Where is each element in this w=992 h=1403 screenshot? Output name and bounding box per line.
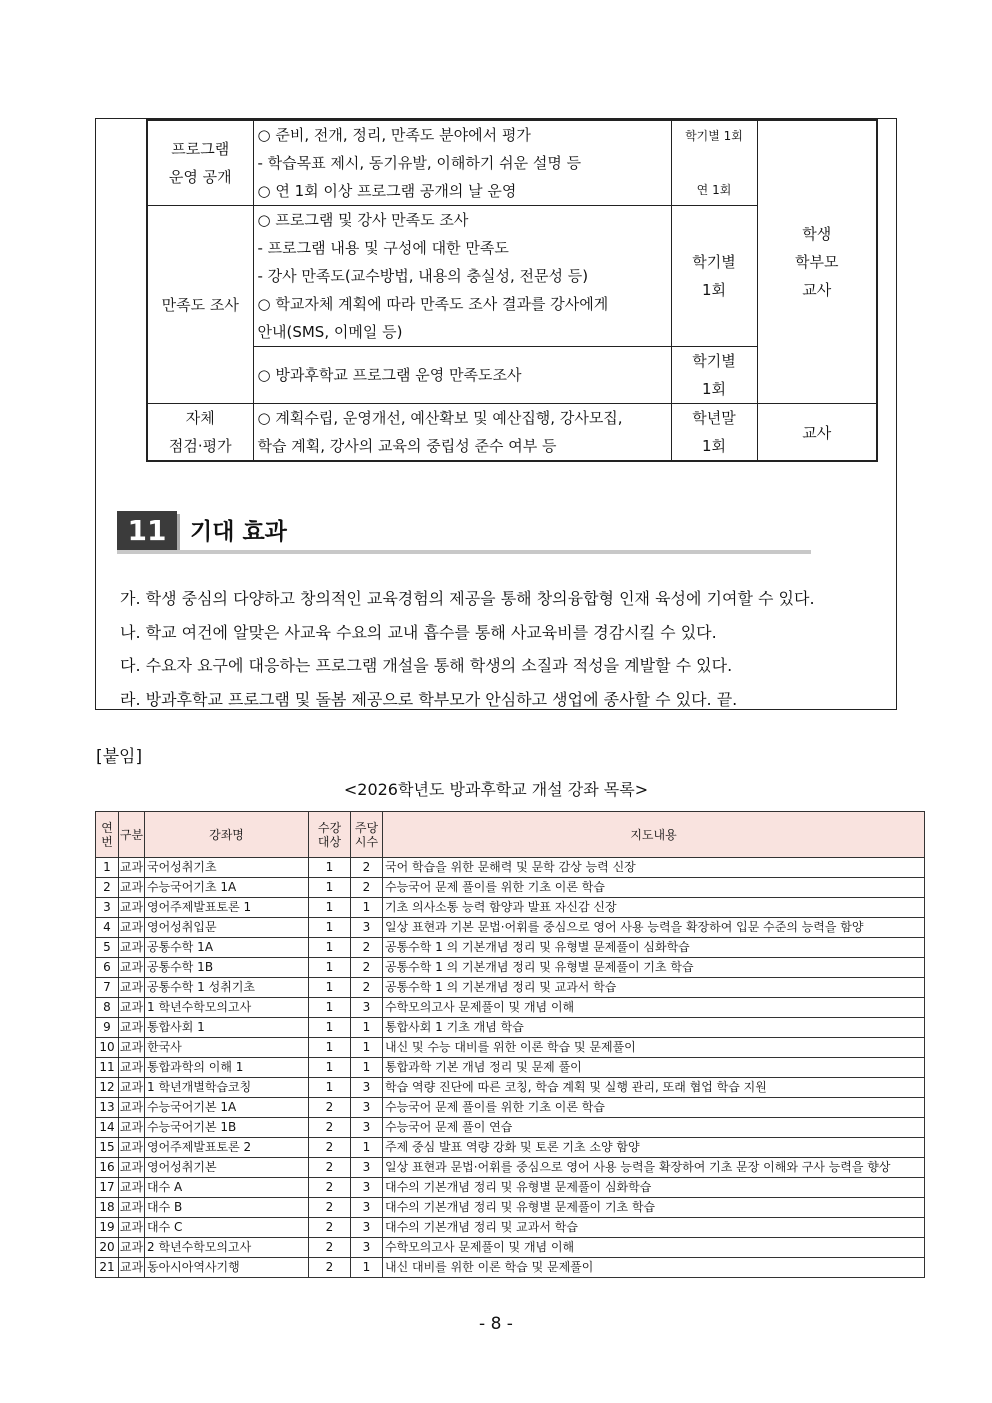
cell-content: 공통수학 1 의 기본개념 정리 및 유형별 문제풀이 심화학습 <box>383 938 925 958</box>
course-list-title: <2026학년도 방과후학교 개설 강좌 목록> <box>343 780 649 799</box>
cell-type: 교과 <box>119 978 145 998</box>
cell-course: 2 학년수학모의고사 <box>145 1238 309 1258</box>
eval-item: 안내(SMS, 이메일 등) <box>257 323 403 341</box>
eval-content-cell <box>253 347 671 404</box>
cell-no: 5 <box>96 938 119 958</box>
cell-hours: 1 <box>351 1058 383 1078</box>
cell-no: 8 <box>96 998 119 1018</box>
cell-no: 20 <box>96 1238 119 1258</box>
table-row <box>96 998 925 1018</box>
eval-category-cell <box>147 120 253 206</box>
eval-timing: 학기별 <box>692 253 736 271</box>
cell-content: 수능국어 문제 풀이를 위한 기초 이론 학습 <box>383 878 925 898</box>
cell-no: 13 <box>96 1098 119 1118</box>
effect-item: 나. 학교 여건에 알맞은 사교육 수요의 교내 흡수를 통해 사교육비를 경감시킬 수 있다. <box>120 623 717 642</box>
cell-no: 12 <box>96 1078 119 1098</box>
cell-course: 통합과학의 이해 1 <box>145 1058 309 1078</box>
cell-no: 1 <box>96 858 119 878</box>
table-row <box>96 1238 925 1258</box>
eval-category-line: 운영 공개 <box>168 168 232 186</box>
cell-no: 2 <box>96 878 119 898</box>
table-row <box>96 1158 925 1178</box>
cell-type: 교과 <box>119 1198 145 1218</box>
cell-target: 2 <box>309 1238 351 1258</box>
header-hours: 주당 시수 <box>351 812 383 858</box>
table-row <box>96 978 925 998</box>
cell-no: 19 <box>96 1218 119 1238</box>
cell-type: 교과 <box>119 938 145 958</box>
eval-timing: 학년말 <box>692 409 736 427</box>
cell-target: 2 <box>309 1178 351 1198</box>
cell-course: 영어성취기본 <box>145 1158 309 1178</box>
table-row <box>96 898 925 918</box>
cell-no: 7 <box>96 978 119 998</box>
eval-timing-cell <box>671 404 757 462</box>
eval-timing-cell <box>671 347 757 404</box>
eval-item: ○ 연 1회 이상 프로그램 공개의 날 운영 <box>257 182 517 200</box>
cell-hours: 2 <box>351 938 383 958</box>
table-row <box>96 1038 925 1058</box>
cell-no: 10 <box>96 1038 119 1058</box>
cell-course: 수능국어기본 1A <box>145 1098 309 1118</box>
cell-course: 영어성취입문 <box>145 918 309 938</box>
cell-type: 교과 <box>119 1038 145 1058</box>
cell-hours: 2 <box>351 978 383 998</box>
table-row <box>96 1178 925 1198</box>
cell-type: 교과 <box>119 1098 145 1118</box>
cell-content: 기초 의사소통 능력 함양과 발표 자신감 신장 <box>383 898 925 918</box>
cell-content: 수능국어 문제 풀이 연습 <box>383 1118 925 1138</box>
cell-type: 교과 <box>119 1018 145 1038</box>
cell-no: 17 <box>96 1178 119 1198</box>
cell-course: 한국사 <box>145 1038 309 1058</box>
table-row <box>96 918 925 938</box>
effect-item: 다. 수요자 요구에 대응하는 프로그램 개설을 통해 학생의 소질과 적성을 계발할 수 있다. <box>120 656 733 675</box>
eval-timing: 연 1회 <box>696 183 732 197</box>
cell-hours: 2 <box>351 958 383 978</box>
eval-item: ○ 준비, 전개, 정리, 만족도 분야에서 평가 <box>257 126 531 144</box>
eval-content-cell <box>253 120 671 206</box>
eval-category-line: 자체 <box>185 409 215 427</box>
course-table <box>95 811 925 1278</box>
cell-type: 교과 <box>119 1158 145 1178</box>
cell-content: 내신 및 수능 대비를 위한 이론 학습 및 문제풀이 <box>383 1038 925 1058</box>
cell-type: 교과 <box>119 1118 145 1138</box>
table-row <box>96 1018 925 1038</box>
cell-target: 2 <box>309 1118 351 1138</box>
cell-hours: 3 <box>351 1198 383 1218</box>
table-row <box>96 1058 925 1078</box>
eval-item: ○ 방과후학교 프로그램 운영 만족도조사 <box>257 366 522 384</box>
cell-content: 공통수학 1 의 기본개념 정리 및 유형별 문제풀이 기초 학습 <box>383 958 925 978</box>
cell-hours: 3 <box>351 1218 383 1238</box>
cell-no: 18 <box>96 1198 119 1218</box>
eval-item: 학습 계획, 강사의 교육의 중립성 준수 여부 등 <box>257 437 557 455</box>
header-no: 연번 <box>96 812 119 858</box>
cell-target: 1 <box>309 898 351 918</box>
cell-hours: 3 <box>351 1158 383 1178</box>
eval-category-cell <box>147 404 253 462</box>
table-row <box>96 958 925 978</box>
cell-type: 교과 <box>119 958 145 978</box>
cell-target: 2 <box>309 1198 351 1218</box>
cell-content: 학습 역량 진단에 따른 코칭, 학습 계획 및 실행 관리, 또래 협업 학습 지원 <box>383 1078 925 1098</box>
page-number: - 8 - <box>479 1314 513 1334</box>
cell-no: 16 <box>96 1158 119 1178</box>
section-title: 기대 효과 <box>190 519 287 545</box>
cell-hours: 1 <box>351 898 383 918</box>
cell-course: 통합사회 1 <box>145 1018 309 1038</box>
cell-content: 일상 표현과 문법·어휘를 중심으로 영어 사용 능력을 확장하여 기초 문장 이해와 구사 능력을 향상 <box>383 1158 925 1178</box>
cell-no: 4 <box>96 918 119 938</box>
cell-no: 15 <box>96 1138 119 1158</box>
cell-course: 대수 B <box>145 1198 309 1218</box>
cell-target: 2 <box>309 1138 351 1158</box>
table-row <box>96 1258 925 1278</box>
eval-timing: 학기별 <box>692 352 736 370</box>
cell-content: 통합과학 기본 개념 정리 및 문제 풀이 <box>383 1058 925 1078</box>
eval-row-self-check <box>147 404 877 462</box>
cell-content: 대수의 기본개념 정리 및 유형별 문제풀이 심화학습 <box>383 1178 925 1198</box>
eval-item: - 강사 만족도(교수방법, 내용의 충실성, 전문성 등) <box>257 267 589 285</box>
cell-hours: 1 <box>351 1138 383 1158</box>
cell-content: 일상 표현과 기본 문법·어휘를 중심으로 영어 사용 능력을 확장하여 입문 수준의 능력을 함양 <box>383 918 925 938</box>
cell-hours: 1 <box>351 1038 383 1058</box>
eval-timing-cell <box>671 206 757 347</box>
cell-content: 주제 중심 발표 역량 강화 및 토론 기초 소양 함양 <box>383 1138 925 1158</box>
cell-course: 동아시아역사기행 <box>145 1258 309 1278</box>
eval-target-line: 교사 <box>802 281 832 299</box>
cell-target: 1 <box>309 958 351 978</box>
cell-target: 1 <box>309 1018 351 1038</box>
table-row <box>96 878 925 898</box>
cell-target: 1 <box>309 878 351 898</box>
cell-type: 교과 <box>119 1218 145 1238</box>
cell-content: 공통수학 1 의 기본개념 정리 및 교과서 학습 <box>383 978 925 998</box>
cell-content: 수학모의고사 문제풀이 및 개념 이해 <box>383 1238 925 1258</box>
eval-category-line: 만족도 조사 <box>161 296 239 314</box>
cell-target: 1 <box>309 978 351 998</box>
cell-hours: 3 <box>351 1238 383 1258</box>
eval-timing: 1회 <box>701 281 727 299</box>
cell-content: 수학모의고사 문제풀이 및 개념 이해 <box>383 998 925 1018</box>
eval-item: - 학습목표 제시, 동기유발, 이해하기 쉬운 설명 등 <box>257 154 582 172</box>
table-row <box>96 1098 925 1118</box>
cell-no: 11 <box>96 1058 119 1078</box>
section-number-badge: 11 <box>117 511 177 551</box>
eval-item: ○ 계획수립, 운영개선, 예산확보 및 예산집행, 강사모집, <box>257 409 623 427</box>
effect-item: 가. 학생 중심의 다양하고 창의적인 교육경험의 제공을 통해 창의융합형 인재 육성에 기여할 수 있다. <box>120 589 815 608</box>
eval-item: ○ 프로그램 및 강사 만족도 조사 <box>257 211 469 229</box>
eval-content-cell <box>253 206 671 347</box>
cell-target: 2 <box>309 1098 351 1118</box>
cell-hours: 1 <box>351 1018 383 1038</box>
table-row <box>96 1218 925 1238</box>
eval-category-line: 점검·평가 <box>168 437 232 455</box>
eval-target-line: 학생 <box>802 225 832 243</box>
cell-hours: 3 <box>351 918 383 938</box>
cell-course: 대수 C <box>145 1218 309 1238</box>
cell-course: 수능국어기본 1B <box>145 1118 309 1138</box>
eval-timing-cell <box>671 120 757 206</box>
cell-hours: 3 <box>351 998 383 1018</box>
cell-type: 교과 <box>119 878 145 898</box>
eval-category-line: 프로그램 <box>171 140 230 158</box>
cell-content: 통합사회 1 기초 개념 학습 <box>383 1018 925 1038</box>
eval-target-line: 학부모 <box>795 253 839 271</box>
eval-timing: 1회 <box>701 380 727 398</box>
cell-hours: 3 <box>351 1118 383 1138</box>
cell-course: 공통수학 1A <box>145 938 309 958</box>
section-underline <box>117 550 811 554</box>
cell-hours: 3 <box>351 1178 383 1198</box>
cell-course: 1 학년수학모의고사 <box>145 998 309 1018</box>
cell-type: 교과 <box>119 1258 145 1278</box>
cell-target: 1 <box>309 998 351 1018</box>
cell-course: 공통수학 1B <box>145 958 309 978</box>
cell-hours: 1 <box>351 1258 383 1278</box>
cell-course: 국어성취기초 <box>145 858 309 878</box>
table-row <box>96 1198 925 1218</box>
cell-course: 영어주제발표토론 2 <box>145 1138 309 1158</box>
eval-item: ○ 학교자체 계획에 따라 만족도 조사 결과를 강사에게 <box>257 295 609 313</box>
cell-hours: 2 <box>351 858 383 878</box>
cell-type: 교과 <box>119 1238 145 1258</box>
cell-no: 14 <box>96 1118 119 1138</box>
cell-course: 수능국어기초 1A <box>145 878 309 898</box>
cell-type: 교과 <box>119 918 145 938</box>
table-row <box>96 1078 925 1098</box>
header-type: 구분 <box>119 812 145 858</box>
cell-hours: 3 <box>351 1078 383 1098</box>
cell-target: 1 <box>309 1058 351 1078</box>
cell-type: 교과 <box>119 858 145 878</box>
cell-target: 1 <box>309 858 351 878</box>
cell-no: 9 <box>96 1018 119 1038</box>
cell-course: 1 학년개별학습코칭 <box>145 1078 309 1098</box>
table-row <box>96 938 925 958</box>
course-table-header <box>96 812 925 858</box>
cell-type: 교과 <box>119 1078 145 1098</box>
eval-timing: 1회 <box>701 437 727 455</box>
header-target: 수강 대상 <box>309 812 351 858</box>
cell-type: 교과 <box>119 898 145 918</box>
eval-timing: 학기별 1회 <box>685 129 743 143</box>
appendix-label: [붙임] <box>96 747 143 767</box>
cell-no: 21 <box>96 1258 119 1278</box>
cell-content: 내신 대비를 위한 이론 학습 및 문제풀이 <box>383 1258 925 1278</box>
cell-type: 교과 <box>119 998 145 1018</box>
course-table-body <box>96 858 925 1278</box>
cell-type: 교과 <box>119 1138 145 1158</box>
cell-target: 1 <box>309 1038 351 1058</box>
cell-type: 교과 <box>119 1058 145 1078</box>
cell-course: 대수 A <box>145 1178 309 1198</box>
cell-content: 대수의 기본개념 정리 및 교과서 학습 <box>383 1218 925 1238</box>
cell-course: 영어주제발표토론 1 <box>145 898 309 918</box>
cell-target: 1 <box>309 938 351 958</box>
cell-target: 2 <box>309 1158 351 1178</box>
cell-no: 6 <box>96 958 119 978</box>
header-course: 강좌명 <box>145 812 309 858</box>
eval-category-cell <box>147 206 253 404</box>
eval-target-cell: 교사 <box>757 404 877 462</box>
effect-item: 라. 방과후학교 프로그램 및 돌봄 제공으로 학부모가 안심하고 생업에 종사할 수 있다. 끝. <box>120 690 738 709</box>
evaluation-table <box>146 119 878 462</box>
table-row <box>96 858 925 878</box>
cell-target: 2 <box>309 1218 351 1238</box>
cell-content: 국어 학습을 위한 문해력 및 문학 감상 능력 신장 <box>383 858 925 878</box>
eval-row-program-open <box>147 120 877 206</box>
cell-target: 2 <box>309 1258 351 1278</box>
cell-hours: 3 <box>351 1098 383 1118</box>
cell-content: 수능국어 문제 풀이를 위한 기초 이론 학습 <box>383 1098 925 1118</box>
eval-item: - 프로그램 내용 및 구성에 대한 만족도 <box>257 239 509 257</box>
cell-target: 1 <box>309 1078 351 1098</box>
cell-hours: 2 <box>351 878 383 898</box>
cell-content: 대수의 기본개념 정리 및 유형별 문제풀이 기초 학습 <box>383 1198 925 1218</box>
cell-target: 1 <box>309 918 351 938</box>
eval-content-cell <box>253 404 671 462</box>
cell-course: 공통수학 1 성취기초 <box>145 978 309 998</box>
eval-target-cell <box>757 120 877 404</box>
table-row <box>96 1118 925 1138</box>
cell-no: 3 <box>96 898 119 918</box>
header-content: 지도내용 <box>383 812 925 858</box>
cell-type: 교과 <box>119 1178 145 1198</box>
table-row <box>96 1138 925 1158</box>
